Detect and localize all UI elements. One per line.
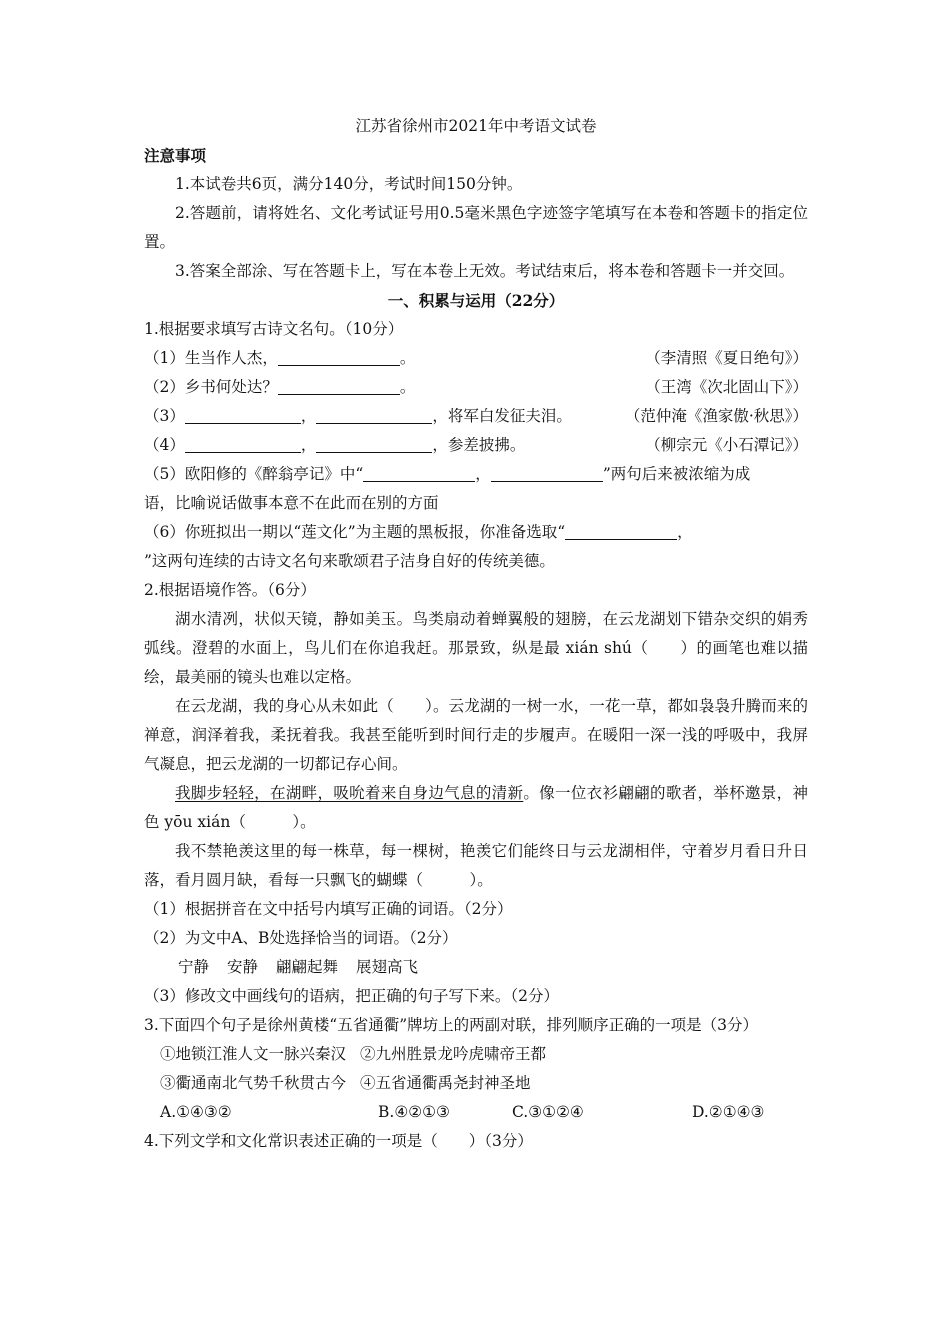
answer-blank[interactable] bbox=[278, 347, 400, 366]
word-choice: 安静 bbox=[227, 958, 259, 976]
word-choice: 展翅高飞 bbox=[356, 958, 419, 976]
answer-blank[interactable] bbox=[565, 521, 677, 540]
answer-blank[interactable] bbox=[491, 463, 603, 482]
q1-l2-source: （王湾《次北固山下》） bbox=[645, 378, 808, 396]
q1-l5-text: （5）欧阳修的《醉翁亭记》中“ bbox=[144, 465, 364, 483]
q1-line-3 bbox=[144, 402, 808, 431]
q2-paragraph-3 bbox=[144, 779, 808, 837]
option-d[interactable]: D.②①④③ bbox=[692, 1103, 765, 1121]
underlined-sentence: 我脚步轻轻，在湖畔，吸吮着来自身边气息的清新 bbox=[175, 784, 524, 802]
q1-l3-text: ，将军白发征夫泪。 bbox=[432, 407, 572, 425]
q1-l6-text: （6）你班拟出一期以“莲文化”为主题的黑板报，你准备选取“ bbox=[144, 523, 566, 541]
word-choice: 宁静 bbox=[178, 958, 210, 976]
q1-line-1 bbox=[144, 344, 808, 373]
q1-l3-comma: ， bbox=[300, 407, 317, 425]
answer-blank[interactable] bbox=[316, 405, 432, 424]
q1-l2-text: （2）乡书何处达？ bbox=[144, 378, 278, 396]
q1-l1-text: （1）生当作人杰， bbox=[144, 349, 278, 367]
q2-paragraph-1: 湖水清冽，状似天镜，静如美玉。鸟类扇动着蝉翼般的翅膀，在云龙湖划下错杂交织的娟秀弧线。澄碧的水面上，鸟儿们在你追我赶。那景致，纵是最 xián shú（ ）的画笔也难以描绘，最美丽的镜头也难以定格。 bbox=[144, 610, 808, 686]
q1-line-4 bbox=[144, 431, 808, 460]
question-4-stem: 4.下列文学和文化常识表述正确的一项是（ ）（3分） bbox=[144, 1132, 533, 1150]
notice-item-1: 1.本试卷共6页，满分140分，考试时间150分钟。 bbox=[175, 175, 523, 193]
q1-line-2 bbox=[144, 373, 808, 402]
couplet-line: ③衢通南北气势千秋贯古今 bbox=[160, 1074, 347, 1092]
q1-l5-text-end: ”两句后来被浓缩为成 bbox=[602, 465, 751, 483]
question-2-stem: 2.根据语境作答。（6分） bbox=[144, 581, 316, 599]
option-b[interactable]: B.④②①③ bbox=[378, 1103, 450, 1121]
notice-item-2: 2.答题前，请将姓名、文化考试证号用0.5毫米黑色字迹签字笔填写在本卷和答题卡的指定位置。 bbox=[144, 204, 808, 251]
q1-l4-source: （柳宗元《小石潭记》） bbox=[645, 436, 808, 454]
q3-couplet-row-1 bbox=[144, 1040, 808, 1069]
q3-options bbox=[144, 1098, 808, 1127]
q1-l4-comma: ， bbox=[300, 436, 317, 454]
q1-l2-end: 。 bbox=[399, 378, 416, 396]
answer-blank[interactable] bbox=[185, 405, 301, 424]
word-choice: 翩翩起舞 bbox=[276, 958, 339, 976]
notice-item-3: 3.答案全部涂、写在答题卡上，写在本卷上无效。考试结束后，将本卷和答题卡一并交回。 bbox=[175, 262, 795, 280]
q1-l4-text: ，参差披拂。 bbox=[432, 436, 526, 454]
q2-sub-3: （3）修改文中画线句的语病，把正确的句子写下来。（2分） bbox=[144, 987, 559, 1005]
exam-title: 江苏省徐州市2021年中考语文试卷 bbox=[355, 117, 597, 135]
answer-blank[interactable] bbox=[278, 376, 400, 395]
couplet-line: ②九州胜景龙吟虎啸帝王都 bbox=[360, 1045, 547, 1063]
option-c[interactable]: C.③①②④ bbox=[512, 1103, 584, 1121]
couplet-line: ④五省通衢禹尧封神圣地 bbox=[360, 1074, 531, 1092]
q1-line-6 bbox=[144, 518, 808, 547]
q1-line-6-cont: ”这两句连续的古诗文名句来歌颂君子洁身自好的传统美德。 bbox=[144, 552, 555, 570]
q2-paragraph-4: 我不禁艳羡这里的每一株草，每一棵树，艳羡它们能终日与云龙湖相伴，守着岁月看日升日落，看月圆月缺，看每一只飘飞的蝴蝶（ ）。 bbox=[144, 842, 808, 889]
q2-sub-1: （1）根据拼音在文中括号内填写正确的词语。（2分） bbox=[144, 900, 513, 918]
section-heading: 一、积累与运用（22分） bbox=[387, 291, 565, 310]
q1-line-5 bbox=[144, 460, 808, 489]
q2-p3-rest: 。像一位衣衫翩翩的歌者，举杯邀景，神色 yōu xián（ ）。 bbox=[144, 784, 808, 831]
answer-blank[interactable] bbox=[316, 434, 432, 453]
q1-l6-comma: ， bbox=[677, 523, 693, 541]
q1-l3-source: （范仲淹《渔家傲·秋思》） bbox=[624, 407, 808, 425]
q1-l1-source: （李清照《夏日绝句》） bbox=[645, 349, 808, 367]
q1-line-5-cont: 语，比喻说话做事本意不在此而在别的方面 bbox=[144, 494, 439, 512]
exam-page bbox=[144, 112, 808, 1156]
q1-l4-num: （4） bbox=[144, 436, 185, 454]
answer-blank[interactable] bbox=[185, 434, 301, 453]
q3-couplet-row-2 bbox=[144, 1069, 808, 1098]
answer-blank[interactable] bbox=[363, 463, 475, 482]
q2-word-choices bbox=[144, 953, 808, 982]
question-1-stem: 1.根据要求填写古诗文名句。（10分） bbox=[144, 320, 404, 338]
question-3-stem: 3.下面四个句子是徐州黄楼“五省通衢”牌坊上的两副对联，排列顺序正确的一项是（3分） bbox=[144, 1016, 759, 1034]
q1-l1-end: 。 bbox=[399, 349, 416, 367]
notice-heading: 注意事项 bbox=[144, 146, 207, 165]
q2-paragraph-2: 在云龙湖，我的身心从未如此（ ）。云龙湖的一树一水，一花一草，都如袅袅升腾而来的禅意，润泽着我，柔抚着我。我甚至能听到时间行走的步履声。在暖阳一深一浅的呼吸中，我屏气凝息，把云龙湖的一切都记存心间。 bbox=[144, 697, 808, 773]
option-a[interactable]: A.①④③② bbox=[160, 1103, 232, 1121]
q1-l5-comma: ， bbox=[475, 465, 491, 483]
q2-sub-2: （2）为文中A、B处选择恰当的词语。（2分） bbox=[144, 929, 458, 947]
couplet-line: ①地锁江淮人文一脉兴秦汉 bbox=[160, 1045, 347, 1063]
q1-l3-num: （3） bbox=[144, 407, 185, 425]
